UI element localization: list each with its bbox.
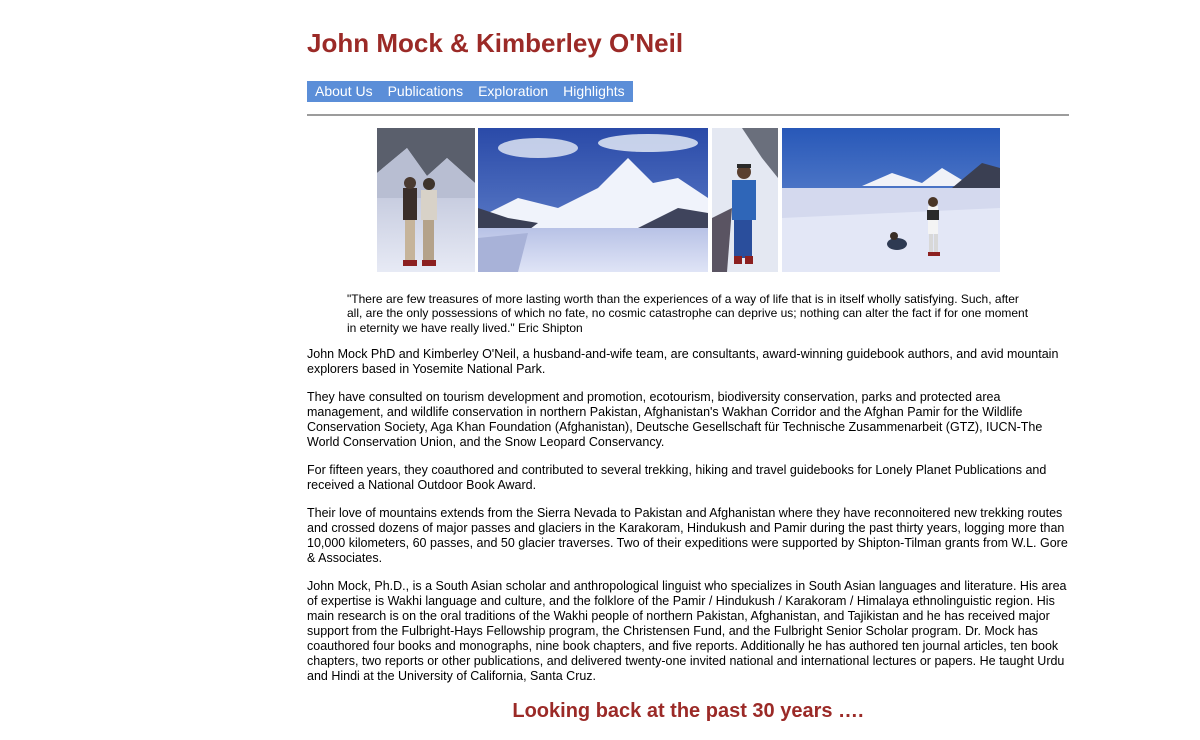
header-divider — [307, 114, 1069, 116]
bio-paragraph-intro: John Mock PhD and Kimberley O'Neil, a husband-and-wife team, are consultants, award-winning guidebook authors, and avid mountain explorers based in Yosemite National Park. — [307, 347, 1059, 376]
main-nav — [307, 81, 633, 102]
photo-snowfield-climber — [782, 128, 1000, 272]
shipton-quote: "There are few treasures of more lasting worth than the experiences of a way of life that is in itself wholly satisfying. Such, after all, are the only possessions of which no fate, no cosmic catastrophe can deprive us; nothing can alter the fact if for one moment in eternity we have really lived." Eric Shipton — [347, 292, 1029, 335]
site-title: John Mock & Kimberley O'Neil — [307, 28, 684, 58]
looking-back-heading: Looking back at the past 30 years …. — [512, 700, 864, 722]
nav-highlights[interactable]: Highlights — [563, 83, 625, 99]
nav-exploration[interactable]: Exploration — [478, 83, 549, 99]
nav-publications[interactable]: Publications — [387, 83, 464, 99]
bio-paragraph-guidebooks: For fifteen years, they coauthored and contributed to several trekking, hiking and travel guidebooks for Lonely Planet Publications and received a National Outdoor Book Award. — [307, 463, 1047, 492]
bio-paragraph-consulting: They have consulted on tourism development and promotion, ecotourism, biodiversity conservation, parks and protected area management, and wildlife conservation in northern Pakistan, Afghanistan's Wakhan Corridor and the Afghan Pamir for the Wildlife Conservation Society, Aga Khan Foundation (Afghanistan), Deutsche Gesellschaft für Technische Zusammenarbeit (GTZ), IUCN-The World Conservation Union, and the Snow Leopard Conservancy. — [307, 390, 1043, 449]
bio-paragraph-john-mock: John Mock, Ph.D., is a South Asian scholar and anthropological linguist who specializes in South Asian languages and literature. His area of expertise is Wakhi language and culture, and the folklore of the Pamir / Hindukush / Karakoram / Himalaya ethnolinguistic region. His main research is on the oral traditions of the Wakhi people of northern Pakistan, Afghanistan, and Tajikistan and he has received major support from the Fulbright-Hays Fellowship program, the Christensen Fund, and the Fulbright Senior Scholar program. Dr. Mock has coauthored four books and monographs, nine book chapters, and five reports. Additionally he has authored ten journal articles, ten book chapters, two reports or other publications, and delivered twenty-one invited national and international lectures or papers. He taught Urdu and Hindi at the University of California, Santa Cruz. — [307, 579, 1067, 683]
bio-paragraph-mountains: Their love of mountains extends from the Sierra Nevada to Pakistan and Afghanistan where they have reconnoitered new trekking routes and crossed dozens of major passes and glaciers in the Karakoram, Hindukush and Pamir during the past thirty years, logging more than 10,000 kilometers, 60 passes, and 50 glacier traverses. Two of their expeditions were supported by Shipton-Tilman grants from W.L. Gore & Associates. — [307, 506, 1068, 565]
photo-glacier-panorama — [478, 128, 708, 272]
nav-about-us[interactable]: About Us — [315, 83, 373, 99]
photo-two-climbers — [377, 128, 475, 272]
bio-text — [307, 347, 1069, 697]
photo-climber-blue — [712, 128, 778, 272]
